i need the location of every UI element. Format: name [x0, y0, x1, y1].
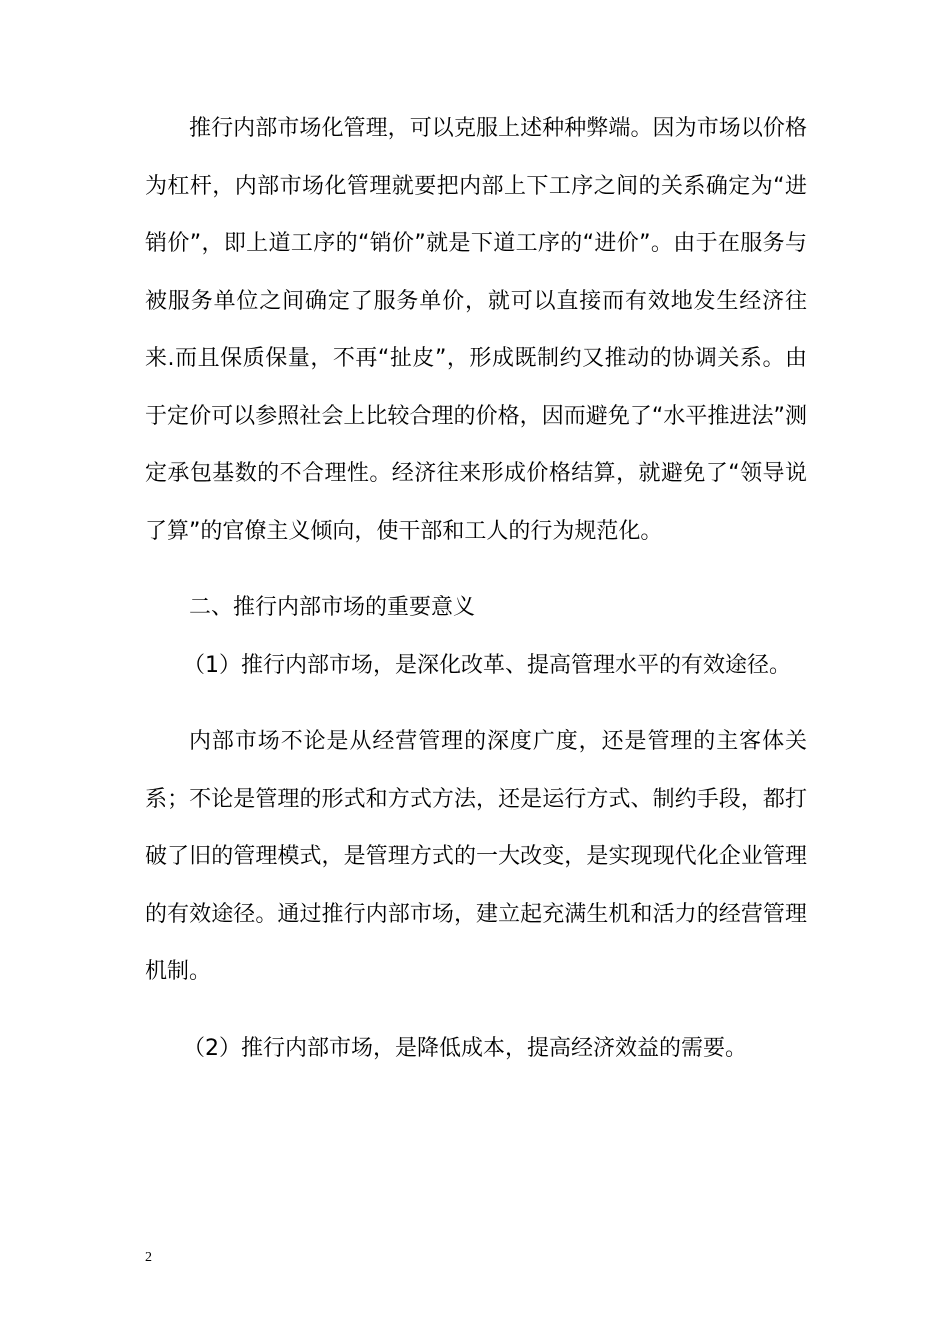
list-item-2: （2）推行内部市场，是降低成本，提高经济效益的需要。 [183, 1035, 747, 1061]
spacer [145, 694, 807, 713]
section-heading: 二、推行内部市场的重要意义 [189, 595, 476, 620]
spacer [145, 1001, 807, 1020]
spacer [145, 560, 807, 579]
paragraph-internal-market: 内部市场不论是从经营管理的深度广度，还是管理的主客体关系；不论是管理的形式和方式方法，还是运行方式、制约手段，都打破了旧的管理模式，是管理方式的一大改变，是实现现代化企业管理的有效途径。通过推行内部市场，建立起充满生机和活力的经营管理机制。 [145, 729, 807, 984]
paragraph-market-management: 推行内部市场化管理，可以克服上述种种弊端。因为市场以价格为杠杆，内部市场化管理就要把内部上下工序之间的关系确定为“进销价”，即上道工序的“销价”就是下道工序的“进价”。由于在服务与被服务单位之间确定了服务单价，就可以直接而有效地发生经济往来.而且保质保量，不再“扯皮”，形成既制约又推动的协调关系。由于定价可以参照社会上比较合理的价格，因而避免了“水平推进法”测定承包基数的不合理性。经济往来形成价格结算，就避免了“领导说了算”的官僚主义倾向，使干部和工人的行为规范化。 [145, 116, 807, 544]
list-item-1: （1）推行内部市场，是深化改革、提高管理水平的有效途径。 [183, 652, 791, 678]
page-number: 2 [145, 1250, 152, 1265]
document-body [145, 100, 807, 1077]
